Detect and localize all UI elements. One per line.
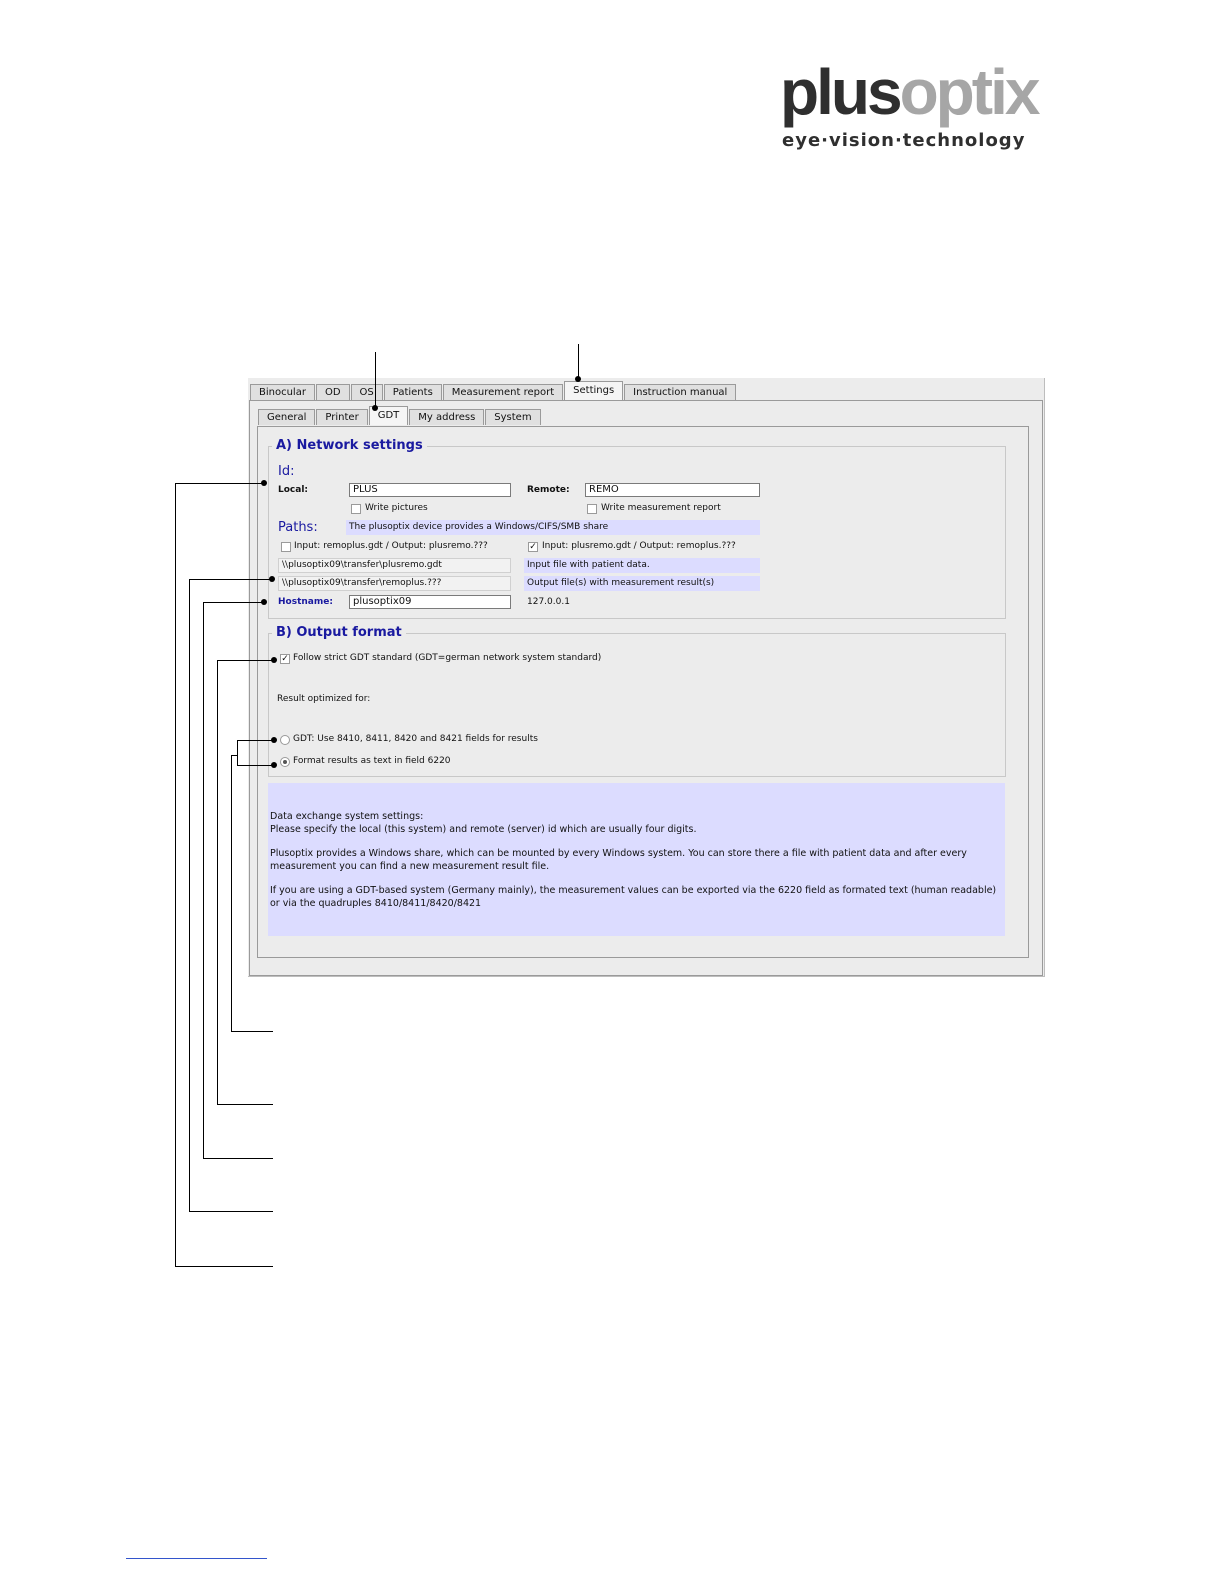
option2-checkbox[interactable]: ✓ [529, 542, 537, 552]
hostname-label: Hostname: [278, 597, 333, 607]
callout-local-id-v [175, 483, 176, 1267]
write-pictures-label: Write pictures [365, 503, 428, 513]
callout-dot-radio2 [271, 762, 277, 768]
subtab-my-address[interactable]: My address [409, 409, 484, 425]
callout-dot-radio1 [271, 737, 277, 743]
paths-label: Paths: [278, 520, 318, 535]
tab-patients[interactable]: Patients [384, 384, 442, 400]
subtab-general[interactable]: General [258, 409, 315, 425]
write-report-checkbox[interactable] [587, 504, 597, 514]
callout-radio2-h [237, 765, 275, 766]
info-heading: Data exchange system settings: [270, 811, 424, 822]
local-id-input[interactable]: PLUS [349, 483, 511, 497]
strict-gdt-label: Follow strict GDT standard (GDT=german network system standard) [293, 653, 602, 663]
logo-tagline: eye·vision·technology [782, 130, 1026, 151]
subtab-printer[interactable]: Printer [316, 409, 367, 425]
callout-dot-local-id [261, 480, 267, 486]
gdt-fields-radio[interactable] [280, 735, 290, 745]
callout-gdt-tab [375, 352, 376, 408]
output-path-field[interactable]: \\plusoptix09\transfer\remoplus.??? [278, 576, 511, 591]
option1-label: Input: remoplus.gdt / Output: plusremo.??? [294, 541, 488, 551]
text-field-6220-radio[interactable] [280, 757, 290, 767]
tab-instruction-manual[interactable]: Instruction manual [624, 384, 736, 400]
write-pictures-checkbox[interactable] [351, 504, 361, 514]
ip-address: 127.0.0.1 [527, 597, 570, 607]
result-optimized-label: Result optimized for: [277, 694, 371, 704]
remote-label: Remote: [527, 485, 570, 495]
callout-strict-h [217, 660, 275, 661]
callout-dot-settings-tab [575, 376, 581, 382]
option1-checkbox[interactable] [281, 542, 291, 552]
info-id-text: Please specify the local (this system) and remote (server) id which are usually four digits. [270, 823, 697, 835]
callout-hostname-h [203, 602, 265, 603]
callout-local-id-end [175, 1266, 273, 1267]
callout-dot-gdt-tab [372, 405, 378, 411]
callout-hostname-v [203, 602, 204, 1158]
logo-text-optix: optix [899, 56, 1038, 128]
callout-local-id-h [175, 483, 265, 484]
footer-link-underline [126, 1558, 267, 1559]
gdt-fields-label: GDT: Use 8410, 8411, 8420 and 8421 fields for results [293, 734, 538, 744]
main-tab-bar [250, 384, 737, 400]
callout-radio-v [231, 755, 232, 1032]
plusoptix-logo [780, 56, 1040, 160]
callout-settings-tab [578, 344, 579, 378]
write-report-label: Write measurement report [601, 503, 721, 513]
sub-tab-bar [258, 409, 542, 425]
input-path-hint: Input file with patient data. [524, 558, 760, 573]
local-label: Local: [278, 485, 309, 495]
tab-binocular[interactable]: Binocular [250, 384, 315, 400]
strict-gdt-checkbox[interactable]: ✓ [281, 654, 289, 664]
tab-os[interactable]: OS [351, 384, 383, 400]
callout-radio1-h [237, 740, 275, 741]
info-gdt-text: If you are using a GDT-based system (Germany mainly), the measurement values can be exported via the 6220 field as formated text (human readable) or via the quadruples 8410/8411/8420/8421 [270, 885, 997, 909]
id-label: Id: [278, 464, 295, 479]
callout-radio-stub [231, 755, 238, 756]
option2-label: Input: plusremo.gdt / Output: remoplus.??? [542, 541, 736, 551]
callout-paths-v [189, 579, 190, 1212]
info-share-text: Plusoptix provides a Windows share, which can be mounted by every Windows system. You can store there a file with patient data and after every measurement you can find a new measurement result file. [270, 848, 967, 872]
callout-strict-end [217, 1104, 273, 1105]
callout-dot-paths [269, 576, 275, 582]
output-path-hint: Output file(s) with measurement result(s) [524, 576, 760, 591]
help-info-box [268, 783, 1005, 936]
callout-dot-strict [271, 657, 277, 663]
tab-od[interactable]: OD [316, 384, 350, 400]
text-field-6220-label: Format results as text in field 6220 [293, 756, 451, 766]
subtab-system[interactable]: System [485, 409, 540, 425]
tab-settings[interactable]: Settings [564, 381, 623, 400]
paths-hint: The plusoptix device provides a Windows/CIFS/SMB share [346, 520, 760, 535]
callout-dot-hostname [261, 599, 267, 605]
input-path-field[interactable]: \\plusoptix09\transfer\plusremo.gdt [278, 558, 511, 573]
callout-radio-join [237, 740, 238, 766]
callout-strict-v [217, 660, 218, 1105]
callout-radio-end [231, 1031, 273, 1032]
callout-paths-h [189, 579, 273, 580]
callout-paths-end [189, 1211, 273, 1212]
tab-measurement-report[interactable]: Measurement report [443, 384, 563, 400]
network-settings-title: A) Network settings [272, 438, 427, 453]
logo-text-plus: plus [780, 56, 900, 128]
subtab-gdt[interactable]: GDT [369, 406, 409, 425]
hostname-input[interactable]: plusoptix09 [349, 595, 511, 609]
output-format-title: B) Output format [272, 625, 406, 640]
remote-id-input[interactable]: REMO [585, 483, 760, 497]
callout-hostname-end [203, 1158, 273, 1159]
